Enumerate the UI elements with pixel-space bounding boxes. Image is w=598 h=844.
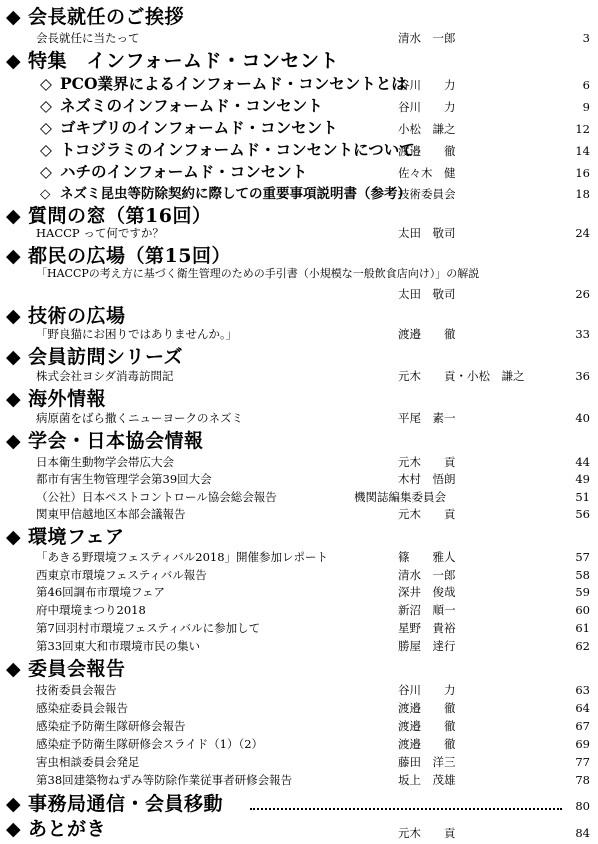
toc-entry-page: 36 — [575, 369, 590, 383]
toc-subentry-title: ◇ トコジラミのインフォームド・コンセントについて — [40, 140, 415, 159]
section-heading: ◆ 質問の窓（第16回） — [6, 205, 212, 227]
toc-entry-page: 12 — [575, 122, 590, 136]
toc-entry-page: 62 — [575, 639, 590, 653]
section-heading: ◆ 環境フェア — [6, 526, 125, 548]
diamond-filled-icon: ◆ — [6, 793, 22, 815]
diamond-outline-icon: ◇ — [40, 97, 52, 115]
toc-entry-author: 太田 敬司 — [398, 226, 456, 240]
section-heading: ◆ 会長就任のご挨拶 — [6, 6, 185, 28]
toc-entry-title: 都市有害生物管理学会第39回大会 — [36, 472, 212, 486]
toc-entry-title: 西東京市環境フェスティバル報告 — [36, 568, 207, 582]
diamond-outline-icon: ◇ — [40, 75, 52, 93]
toc-entry-author: 元木 貢 — [398, 455, 456, 469]
toc-entry-page: 24 — [575, 226, 590, 240]
toc-entry-author: 元木 貢・小松 謙之 — [398, 369, 525, 383]
diamond-filled-icon: ◆ — [6, 245, 22, 267]
toc-entry-title: 「あきる野環境フェスティバル2018」開催参加レポート — [36, 550, 329, 564]
toc-entry-title: 第38回建築物ねずみ等防除作業従事者研修会報告 — [36, 773, 293, 787]
toc-entry-title: 「野良猫にお困りではありませんか。」 — [36, 327, 238, 341]
diamond-outline-icon: ◇ — [40, 163, 52, 181]
dot-leader — [250, 808, 562, 810]
diamond-filled-icon: ◆ — [6, 430, 22, 452]
toc-entry-author: 渡邉 徹 — [398, 327, 456, 341]
section-heading: ◆ 会員訪問シリーズ — [6, 346, 184, 368]
toc-entry-title: 感染症予防衛生隊研修会報告 — [36, 719, 186, 733]
section-heading: ◆ 学会・日本協会情報 — [6, 430, 204, 452]
section-heading: ◆ 技術の広場 — [6, 305, 126, 327]
toc-entry-author: 機関誌編集委員会 — [354, 490, 446, 504]
toc-entry-page: 51 — [575, 490, 590, 504]
toc-entry-title: 感染症予防衛生隊研修会スライド（1）（2） — [36, 737, 264, 751]
toc-entry-title: 株式会社ヨシダ消毒訪問記 — [36, 369, 174, 383]
toc-entry-title: 府中環境まつり2018 — [36, 603, 146, 617]
toc-entry-title: 病原菌をばら撒くニューヨークのネズミ — [36, 411, 243, 425]
toc-entry-author: 谷川 力 — [398, 683, 456, 697]
toc-entry-page: 61 — [575, 621, 590, 635]
toc-entry-author: 渡邉 徹 — [398, 737, 456, 751]
toc-entry-author: 渡邉 徹 — [398, 719, 456, 733]
toc-subentry-title: ◇ ネズミのインフォームド・コンセント — [40, 96, 323, 115]
diamond-filled-icon: ◆ — [6, 818, 22, 840]
toc-entry-author: 深井 俊哉 — [398, 585, 456, 599]
toc-entry-page: 59 — [575, 585, 590, 599]
toc-entry-page: 26 — [575, 287, 590, 301]
toc-entry-page: 14 — [575, 144, 590, 158]
diamond-filled-icon: ◆ — [6, 658, 22, 680]
toc-entry-title: 第7回羽村市環境フェスティバルに参加して — [36, 621, 261, 635]
section-heading: ◆ あとがき — [6, 818, 107, 840]
diamond-outline-icon: ◇ — [40, 186, 51, 202]
toc-entry-page: 40 — [575, 411, 590, 425]
toc-entry-title: 「HACCPの考え方に基づく衛生管理のための手引書（小規模な一般飲食店向け）」の解説 — [36, 267, 480, 280]
toc-subentry-title: ◇ ゴキブリのインフォームド・コンセント — [40, 118, 338, 137]
toc-entry-title: 第46回調布市環境フェア — [36, 585, 166, 599]
toc-entry-page: 77 — [575, 755, 590, 769]
toc-entry-page: 57 — [575, 550, 590, 564]
toc-subentry-title: ◇ PCO業界によるインフォームド・コンセントとは — [40, 74, 407, 93]
toc-entry-author: 木村 悟朗 — [398, 472, 456, 486]
toc-subentry-title: ◇ ハチのインフォームド・コンセント — [40, 162, 308, 181]
toc-entry-title: 日本衛生動物学会帯広大会 — [36, 455, 174, 469]
toc-entry-author: 星野 貴裕 — [398, 621, 456, 635]
toc-entry-author: 清水 一郎 — [398, 31, 456, 45]
toc-entry-author: 平尾 素一 — [398, 411, 456, 425]
toc-entry-title: 感染症委員会報告 — [36, 701, 128, 715]
toc-entry-author: 元木 貢 — [398, 826, 456, 840]
diamond-filled-icon: ◆ — [6, 205, 22, 227]
toc-entry-title: 技術委員会報告 — [36, 683, 117, 697]
toc-entry-page: 78 — [575, 773, 590, 787]
toc-entry-author: 技術委員会 — [398, 187, 456, 201]
toc-entry-page: 16 — [575, 166, 590, 180]
section-heading: ◆ 事務局通信・会員移動 — [6, 793, 224, 815]
toc-entry-page: 56 — [575, 507, 590, 521]
toc-entry-page: 44 — [575, 455, 590, 469]
toc-entry-author: 新沼 順一 — [398, 603, 456, 617]
toc-entry-page: 84 — [575, 826, 590, 840]
toc-entry-title: 第33回東大和市環境市民の集い — [36, 639, 201, 653]
diamond-outline-icon: ◇ — [40, 119, 52, 137]
toc-entry-title: HACCP って何ですか？ — [36, 226, 164, 240]
toc-subentry-title: ◇ ネズミ昆虫等防除契約に際しての重要事項説明書（参考） — [40, 186, 411, 202]
toc-entry-page: 33 — [575, 327, 590, 341]
toc-entry-page: 6 — [582, 78, 590, 92]
toc-entry-author: 谷川 力 — [398, 78, 456, 92]
toc-entry-page: 69 — [575, 737, 590, 751]
toc-entry-author: 篠 雅人 — [398, 550, 456, 564]
toc-entry-author: 小松 謙之 — [398, 122, 456, 136]
diamond-filled-icon: ◆ — [6, 388, 22, 410]
toc-entry-author: 渡邉 徹 — [398, 701, 456, 715]
diamond-filled-icon: ◆ — [6, 305, 22, 327]
toc-entry-page: 63 — [575, 683, 590, 697]
toc-entry-author: 渡邉 徹 — [398, 144, 456, 158]
toc-entry-page: 80 — [575, 799, 590, 813]
toc-entry-page: 67 — [575, 719, 590, 733]
toc-entry-page: 64 — [575, 701, 590, 715]
toc-entry-author: 谷川 力 — [398, 100, 456, 114]
toc-entry-author: 佐々木 健 — [398, 166, 456, 180]
section-heading: ◆ 海外情報 — [6, 388, 107, 410]
toc-entry-author: 元木 貢 — [398, 507, 456, 521]
toc-entry-author: 坂上 茂雄 — [398, 773, 456, 787]
toc-entry-page: 9 — [582, 100, 590, 114]
toc-entry-page: 3 — [582, 31, 590, 45]
section-heading: ◆ 特集 インフォームド・コンセント — [6, 50, 340, 72]
diamond-filled-icon: ◆ — [6, 50, 22, 72]
toc-entry-author: 清水 一郎 — [398, 568, 456, 582]
toc-entry-author: 太田 敬司 — [398, 287, 456, 301]
toc-entry-title: 害虫相談委員会発足 — [36, 755, 140, 769]
diamond-filled-icon: ◆ — [6, 526, 22, 548]
toc-entry-title: （公社）日本ペストコントロール協会総会報告 — [36, 490, 277, 504]
diamond-filled-icon: ◆ — [6, 346, 22, 368]
toc-entry-page: 18 — [575, 187, 590, 201]
toc-entry-page: 60 — [575, 603, 590, 617]
section-heading: ◆ 委員会報告 — [6, 658, 126, 680]
toc-entry-author: 勝屋 達行 — [398, 639, 456, 653]
section-heading: ◆ 都民の広場（第15回） — [6, 245, 231, 267]
toc-entry-title: 会長就任に当たって — [36, 31, 140, 45]
toc-entry-page: 49 — [575, 472, 590, 486]
diamond-filled-icon: ◆ — [6, 6, 22, 28]
toc-entry-author: 藤田 洋三 — [398, 755, 456, 769]
toc-entry-page: 58 — [575, 568, 590, 582]
toc-entry-title: 関東甲信越地区本部会議報告 — [36, 507, 186, 521]
diamond-outline-icon: ◇ — [40, 141, 52, 159]
